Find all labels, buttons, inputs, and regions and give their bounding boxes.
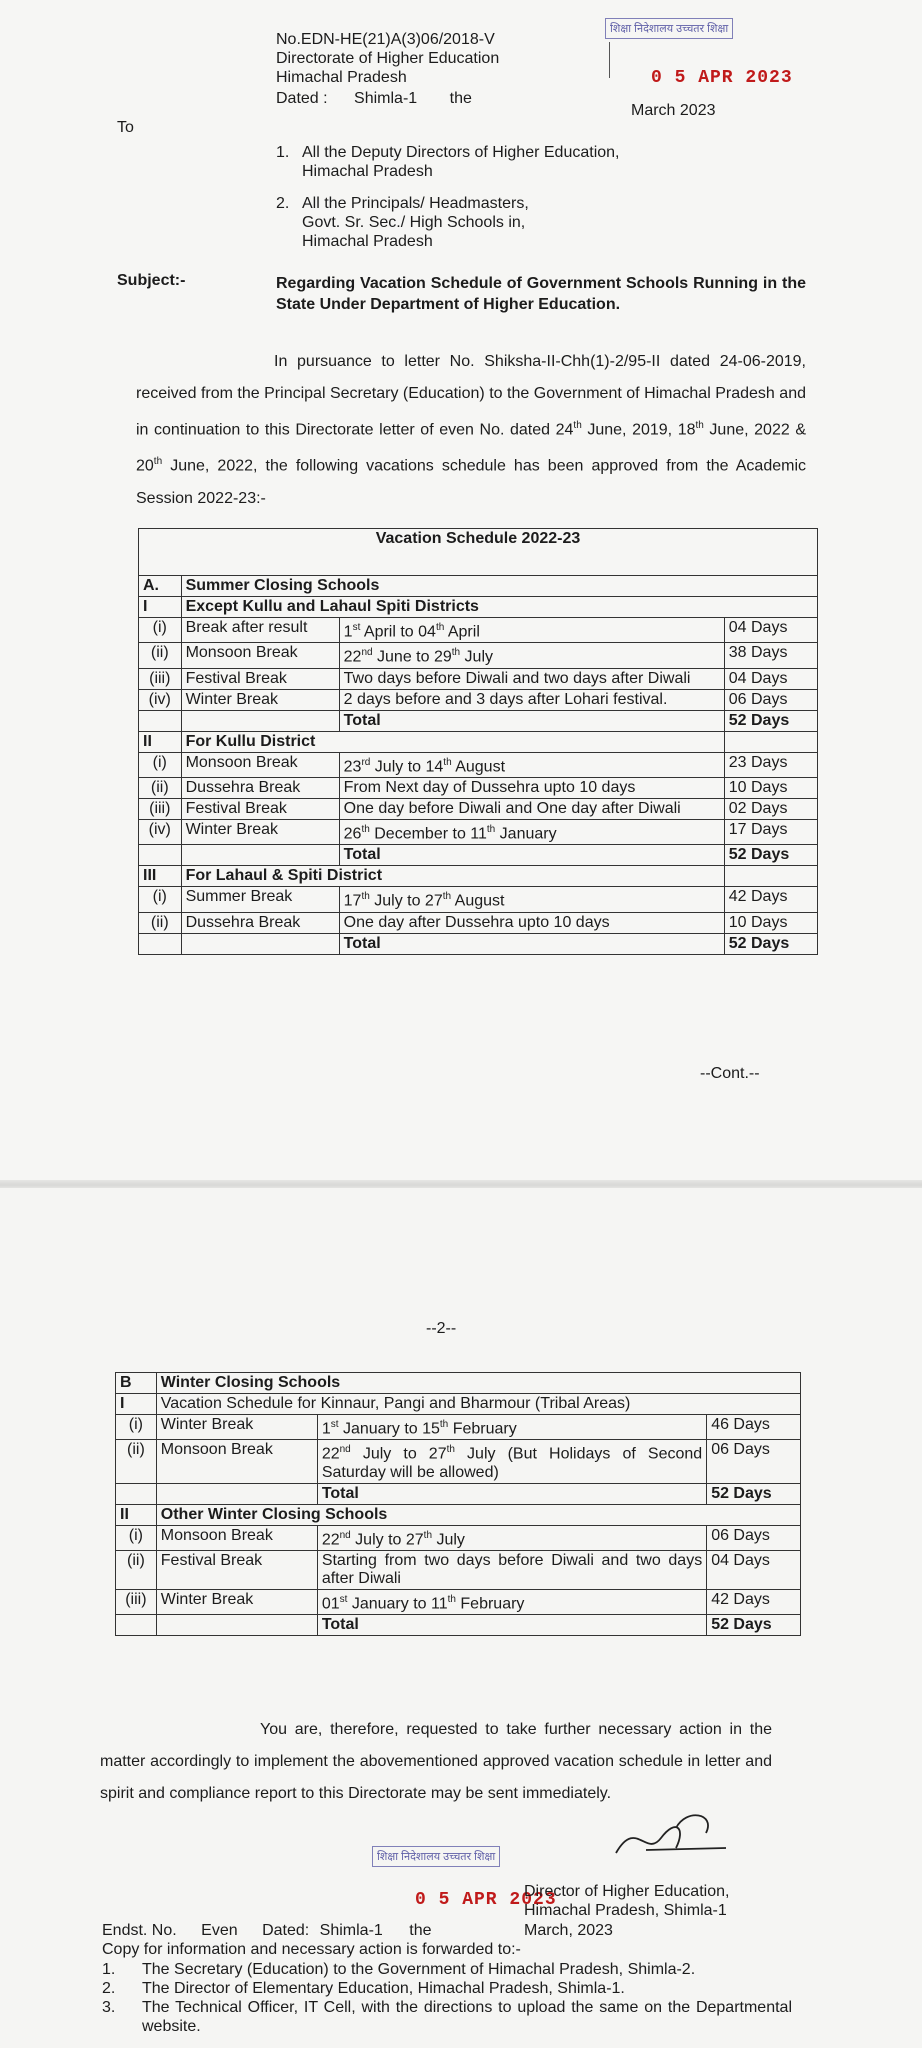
break-name: Winter Break [181, 689, 339, 710]
break-period: One day before Diwali and One day after Diwali [339, 798, 724, 819]
break-period: Starting from two days before Diwali and two days after Diwali [317, 1550, 706, 1589]
table-row [139, 618, 818, 643]
list-item [102, 1960, 792, 1979]
page-2 [0, 1188, 922, 2048]
break-period: 2 days before and 3 days after Lohari festival. [339, 689, 724, 710]
row-number: (i) [116, 1415, 157, 1440]
break-period: 1st April to 04th April [339, 618, 724, 643]
list-number: 1. [102, 1961, 116, 1978]
forward-list [102, 1960, 792, 2036]
table-row [116, 1415, 801, 1440]
break-period: 26th December to 11th January [339, 819, 724, 844]
copy-line: Copy for information and necessary action is forwarded to:- [102, 1941, 521, 1958]
signature-mark [606, 1808, 736, 1868]
total-days: 52 Days [707, 1483, 801, 1504]
received-date-stamp: 0 5 APR 2023 [651, 68, 793, 88]
stamp-divider [609, 42, 610, 78]
break-days: 10 Days [724, 912, 817, 933]
break-days: 23 Days [724, 752, 817, 777]
row-number: (iii) [116, 1589, 157, 1614]
list-item [102, 1998, 792, 2036]
break-period: One day after Dussehra upto 10 days [339, 912, 724, 933]
list-text: The Director of Elementary Education, Himachal Pradesh, Shimla-1. [142, 1980, 625, 1997]
section-iii-title: For Lahaul & Spiti District [181, 866, 724, 887]
table-row [139, 643, 818, 668]
row-number: (iv) [139, 819, 182, 844]
break-days: 46 Days [707, 1415, 801, 1440]
row-number: (ii) [116, 1440, 157, 1483]
break-days: 06 Days [724, 689, 817, 710]
break-name: Dussehra Break [181, 912, 339, 933]
intro-paragraph: In pursuance to letter No. Shiksha-II-Chh(1)-2/95-II dated 24-06-2019, received from the Principal Secretary (Education) to the Government of Himachal Pradesh and in continuation to this Directorate letter of even No. dated 24th June, 2019, 18th June, 2022 & 20th June, 2022, the following vacations schedule has been approved from the Academic Session 2022-23:- [136, 353, 807, 507]
table-row [139, 798, 818, 819]
row-number: (iii) [139, 798, 182, 819]
break-days: 06 Days [707, 1525, 801, 1550]
letter-month: March 2023 [631, 102, 716, 119]
break-name: Break after result [181, 618, 339, 643]
row-number: (ii) [139, 643, 182, 668]
break-name: Festival Break [156, 1550, 317, 1589]
break-name: Summer Break [181, 887, 339, 912]
list-number: 2. [102, 1980, 116, 1997]
table-row [139, 887, 818, 912]
break-days: 42 Days [724, 887, 817, 912]
break-days: 10 Days [724, 777, 817, 798]
row-number: (i) [139, 618, 182, 643]
signatory: Director of Higher Education, Himachal Pradesh, Shimla-1 [524, 1883, 730, 1919]
break-days: 04 Days [724, 668, 817, 689]
break-name: Dussehra Break [181, 777, 339, 798]
break-period: 22nd July to 27th July [317, 1525, 706, 1550]
total-days: 52 Days [724, 710, 817, 731]
break-period: 1st January to 15th February [317, 1415, 706, 1440]
to-label: To [117, 119, 134, 136]
break-days: 06 Days [707, 1440, 801, 1483]
break-period: Two days before Diwali and two days after Diwali [339, 668, 724, 689]
row-number: (i) [116, 1525, 157, 1550]
letter-number: No.EDN-HE(21)A(3)06/2018-V [276, 31, 495, 48]
row-number: (i) [139, 752, 182, 777]
total-days: 52 Days [724, 933, 817, 954]
other-winter-title: Other Winter Closing Schools [156, 1504, 800, 1525]
closing-paragraph: You are, therefore, requested to take further necessary action in the matter accordingly to implement the abovementioned approved vacation schedule in letter and spirit and compliance report to this Directorate may be sent immediately. [100, 1721, 772, 1802]
letter-header [276, 30, 499, 108]
row-number: (ii) [139, 777, 182, 798]
table-title: Vacation Schedule 2022-23 [139, 529, 818, 576]
break-name: Monsoon Break [181, 643, 339, 668]
list-number: 3. [102, 1999, 116, 2016]
state-name: Himachal Pradesh [276, 69, 407, 86]
break-name: Monsoon Break [156, 1440, 317, 1483]
table-row [116, 1440, 801, 1483]
list-text: The Secretary (Education) to the Government of Himachal Pradesh, Shimla-2. [142, 1961, 696, 1978]
table-row [139, 777, 818, 798]
table-row [139, 752, 818, 777]
section-a-title: Summer Closing Schools [181, 576, 817, 597]
break-period: 22nd July to 27th July (But Holidays of Second Saturday will be allowed) [317, 1440, 706, 1483]
vacation-table-2022-23: Vacation Schedule 2022-23 A. Summer Closing Schools I Except Kullu and Lahaul Spiti Districts (i) Break after result 1st April to 04th April 04 Days (ii) Monsoon Break 22nd June to 29th July 38 Days (iii) Festival Break Two days before Diwali and two days after Diwali 04 Days (iv) Winter Break 2 days before and 3 days after Lohari festival. 06 Days Total 52 Days II For Kullu District (i) Monsoon Break 23rd July to 14th August 23 Days (ii) Dussehra Break From Next day of Dussehra upto 10 days 10 Days (iii) Festival Break One day before Diwali and One day after Diwali 02 Days (iv) Winter Break 26th December to 11th January 17 Days Total 52 Days III For Lahaul & Spiti District (i) Summer Break 17th July to 27th August 42 Days (ii) Dussehra Break One day after Dussehra upto 10 days 10 Days Total 52 Days [138, 528, 818, 955]
subject-label: Subject:- [117, 272, 186, 289]
tribal-areas-title: Vacation Schedule for Kinnaur, Pangi and Bharmour (Tribal Areas) [156, 1394, 800, 1415]
break-name: Winter Break [156, 1589, 317, 1614]
row-number: (ii) [139, 912, 182, 933]
endorsement-line: Endst. No. Even Dated: Shimla-1 the [102, 1922, 432, 1939]
total-days: 52 Days [707, 1615, 801, 1636]
section-ii-title: For Kullu District [181, 731, 724, 752]
break-period: From Next day of Dussehra upto 10 days [339, 777, 724, 798]
recipients: 1. All the Deputy Directors of Higher Education, Himachal Pradesh 2. All the Principals/ Headmasters, Govt. Sr. Sec./ High Schools in, Himachal Pradesh [276, 144, 620, 250]
break-name: Monsoon Break [156, 1525, 317, 1550]
break-period: 22nd June to 29th July [339, 643, 724, 668]
break-name: Winter Break [156, 1415, 317, 1440]
total-days: 52 Days [724, 845, 817, 866]
table-row [139, 689, 818, 710]
break-period: 01st January to 11th February [317, 1589, 706, 1614]
office-stamp: शिक्षा निदेशालय उच्चतर शिक्षा [605, 18, 733, 39]
page-number: --2-- [426, 1320, 457, 1337]
break-name: Monsoon Break [181, 752, 339, 777]
subject-text: Regarding Vacation Schedule of Government Schools Running in the State Under Department of Higher Education. [276, 275, 806, 313]
signature-date-stamp: 0 5 APR 2023 [415, 1890, 557, 1910]
break-days: 02 Days [724, 798, 817, 819]
table-row [139, 912, 818, 933]
directorate-name: Directorate of Higher Education [276, 50, 500, 67]
row-number: (i) [139, 887, 182, 912]
break-period: 23rd July to 14th August [339, 752, 724, 777]
break-period: 17th July to 27th August [339, 887, 724, 912]
break-days: 04 Days [707, 1550, 801, 1589]
break-name: Festival Break [181, 798, 339, 819]
continued-marker: --Cont.-- [700, 1065, 760, 1082]
table-row [116, 1589, 801, 1614]
table-row [116, 1525, 801, 1550]
list-text: The Technical Officer, IT Cell, with the directions to upload the same on the Departmental website. [142, 1999, 792, 2035]
break-name: Winter Break [181, 819, 339, 844]
break-days: 38 Days [724, 643, 817, 668]
table-row [139, 668, 818, 689]
break-days: 04 Days [724, 618, 817, 643]
row-number: (ii) [116, 1550, 157, 1589]
row-number: (iv) [139, 689, 182, 710]
signature-office-stamp: शिक्षा निदेशालय उच्चतर शिक्षा [372, 1846, 500, 1867]
table-row [116, 1550, 801, 1589]
endorsement-month: March, 2023 [524, 1922, 613, 1939]
section-i-title: Except Kullu and Lahaul Spiti Districts [181, 597, 817, 618]
winter-closing-table: B Winter Closing Schools I Vacation Schedule for Kinnaur, Pangi and Bharmour (Tribal Areas) (i) Winter Break 1st January to 15th February 46 Days (ii) Monsoon Break 22nd July to 27th July (But Holidays of Second Saturday will be allowed) 06 Days Total 52 Days II Other Winter Closing Schools (i) Monsoon Break 22nd July to 27th July 06 Days (ii) Festival Break Starting from two days before Diwali and two days after Diwali 04 Days (iii) Winter Break 01st January to 11th February 42 Days Total 52 Days [115, 1372, 801, 1636]
section-b-title: Winter Closing Schools [156, 1373, 800, 1394]
break-days: 42 Days [707, 1589, 801, 1614]
break-name: Festival Break [181, 668, 339, 689]
row-number: (iii) [139, 668, 182, 689]
dated-line: Dated : Shimla-1 the [276, 90, 472, 107]
break-days: 17 Days [724, 819, 817, 844]
table-row [139, 819, 818, 844]
list-item [102, 1979, 792, 1998]
